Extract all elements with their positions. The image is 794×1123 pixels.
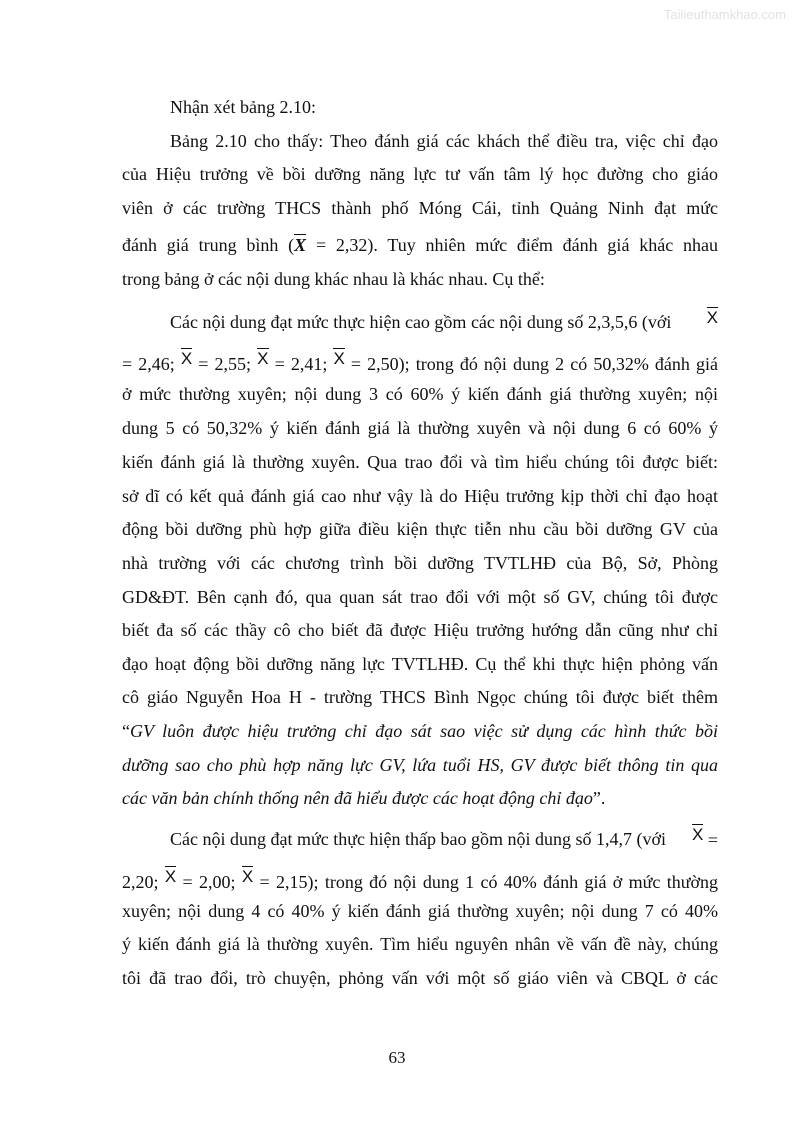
x-bar-symbol: X	[164, 867, 177, 886]
quote-line	[122, 787, 718, 809]
text-run: = 2,41;	[268, 354, 334, 374]
text-run: = 2,46;	[122, 354, 181, 374]
text-run: = 2,50); trong đó nội dung 2 có 50,32% đánh giá	[344, 354, 718, 374]
text-run: 2,20;	[122, 872, 165, 892]
x-bar-symbol: X	[294, 235, 307, 255]
paragraph-line: nhà trường với các chương trình bồi dưỡng TVTLHĐ của Bộ, Sở, Phòng	[122, 553, 718, 573]
text-run: đánh giá trung bình (	[122, 235, 295, 255]
x-bar-symbol: X	[241, 867, 254, 886]
quote-text: GV luôn được hiệu trưởng chỉ đạo sát sao việc sử dụng các hình thức bồi	[130, 721, 718, 741]
x-bar-symbol: X	[333, 349, 345, 368]
paragraph-line	[122, 866, 718, 893]
paragraph-line	[122, 234, 718, 256]
paragraph-line	[170, 825, 718, 850]
quote-open: “	[122, 721, 130, 741]
paragraph-line: Bảng 2.10 cho thấy: Theo đánh giá các khách thể điều tra, việc chỉ đạo	[170, 131, 718, 151]
paragraph-line: ở mức thường xuyên; nội dung 3 có 60% ý kiến đánh giá thường xuyên; nội	[122, 384, 718, 404]
x-bar-symbol: X	[692, 825, 704, 844]
section-heading: Nhận xét bảng 2.10:	[170, 97, 316, 117]
paragraph-line: biết đa số các thầy cô cho biết đã được Hiệu trưởng hướng dẫn cũng như chỉ	[122, 620, 718, 640]
quote-close: ”.	[592, 788, 606, 808]
page-number: 63	[388, 1048, 406, 1067]
quote-line	[122, 720, 718, 742]
text-run: =	[703, 830, 718, 850]
line-end	[692, 824, 718, 851]
text-run: = 2,00;	[176, 872, 242, 892]
paragraph-line: động bồi dưỡng phù hợp giữa điều kiện thực tiễn nhu cầu bồi dưỡng GV của	[122, 519, 718, 539]
paragraph-line: ý kiến đánh giá là thường xuyên. Tìm hiểu nguyên nhân về vấn đề này, chúng	[122, 934, 718, 954]
paragraph-line: tôi đã trao đổi, trò chuyện, phỏng vấn với một số giáo viên và CBQL ở các	[122, 968, 718, 988]
paragraph-line: trong bảng ở các nội dung khác nhau là khác nhau. Cụ thể:	[122, 269, 545, 289]
text-run: Các nội dung đạt mức thực hiện cao gồm các nội dung số 2,3,5,6 (với	[170, 312, 672, 332]
x-bar-symbol: X	[706, 308, 718, 327]
quote-text: các văn bản chính thống nên đã hiểu được các hoạt động chỉ đạo	[122, 788, 593, 808]
text-run: = 2,32). Tuy nhiên mức điểm đánh giá khác nhau	[306, 235, 718, 255]
quote-line: dưỡng sao cho phù hợp năng lực GV, lứa tuổi HS, GV được biết thông tin qua	[122, 755, 718, 775]
paragraph-line: cô giáo Nguyễn Hoa H - trường THCS Bình Ngọc chúng tôi được biết thêm	[122, 687, 718, 707]
paragraph-line: viên ở các trường THCS thành phố Móng Cái, tỉnh Quảng Ninh đạt mức	[122, 198, 718, 218]
text-run: Các nội dung đạt mức thực hiện thấp bao gồm nội dung số 1,4,7 (với	[170, 829, 666, 849]
text-run: = 2,15); trong đó nội dung 1 có 40% đánh giá ở mức thường	[253, 872, 718, 892]
paragraph-line: đạo hoạt động bồi dưỡng năng lực TVTLHĐ. Cụ thể khi thực hiện phỏng vấn	[122, 654, 718, 674]
text-run: = 2,55;	[192, 354, 258, 374]
paragraph-line	[170, 308, 718, 333]
paragraph-line: kiến đánh giá là thường xuyên. Qua trao đổi và tìm hiểu chúng tôi được biết:	[122, 452, 718, 472]
paragraph-line	[122, 348, 718, 375]
paragraph-line: GD&ĐT. Bên cạnh đó, qua quan sát trao đổi với một số GV, chúng tôi được	[122, 587, 718, 607]
paragraph-line: xuyên; nội dung 4 có 40% ý kiến đánh giá thường xuyên; nội dung 7 có 40%	[122, 901, 718, 921]
paragraph-line: của Hiệu trưởng về bồi dưỡng năng lực tư vấn tâm lý học đường cho giáo	[122, 164, 718, 184]
x-bar-symbol: X	[180, 349, 193, 368]
paragraph-line: sở dĩ có kết quả đánh giá cao như vậy là do Hiệu trưởng kịp thời chỉ đạo hoạt	[122, 486, 718, 506]
x-bar-symbol: X	[257, 349, 269, 368]
paragraph-line: dung 5 có 50,32% ý kiến đánh giá là thường xuyên và nội dung 6 có 60% ý	[122, 418, 718, 438]
watermark: Tailieuthamkhao.com	[663, 7, 786, 22]
